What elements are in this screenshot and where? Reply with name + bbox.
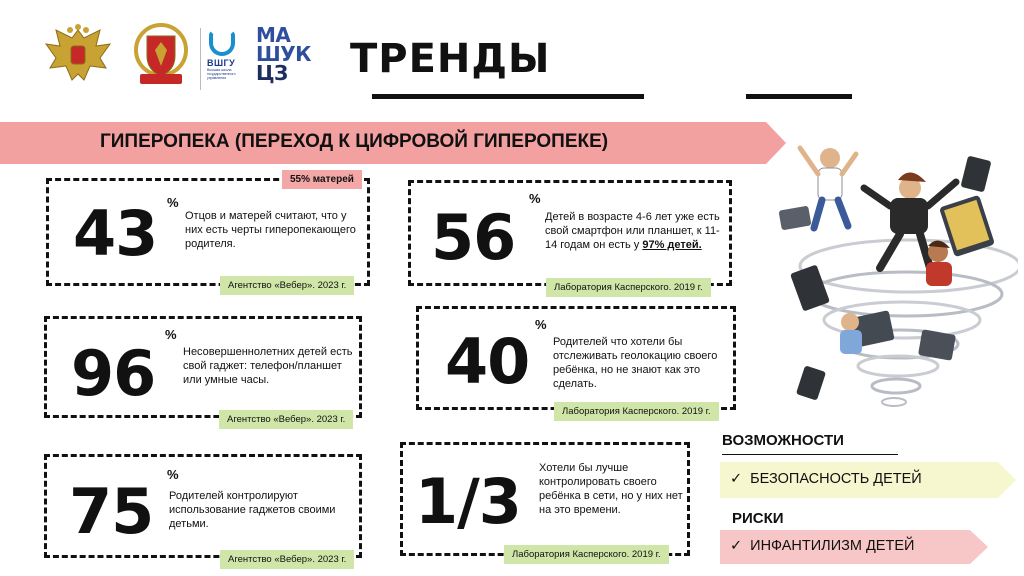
mashuk-line-3: ЦЗ	[256, 61, 288, 85]
stat-unit: %	[167, 195, 179, 210]
stat-value: 40	[445, 325, 530, 398]
stat-source: Лаборатория Касперского. 2019 г.	[554, 402, 719, 421]
stat-description: Отцов и матерей считают, что у них есть черты гиперопекающего родителя.	[185, 210, 356, 250]
mashuk-line-1: МА	[256, 23, 291, 47]
stat-description-emphasis: 97% детей.	[642, 239, 702, 251]
opportunities-rule	[722, 454, 898, 455]
stat-card-43	[46, 178, 370, 286]
stat-source: Агентство «Вебер». 2023 г.	[220, 550, 354, 569]
stat-value: 43	[73, 197, 158, 270]
stat-card-56	[408, 180, 732, 286]
ministry-eagle-logo	[40, 24, 116, 88]
stat-source: Агентство «Вебер». 2023 г.	[219, 410, 353, 429]
stat-description: Родителей что хотели бы отслеживать геолокацию своего ребёнка, но не знают как это сделать.	[553, 336, 718, 390]
title-underline-right	[746, 94, 852, 99]
stat-description: Хотели бы лучше контролировать своего ребёнка в сети, но у них нет на это времени.	[539, 462, 683, 516]
mashuk-line-2: ШУК	[256, 42, 311, 66]
check-icon: ✓	[730, 538, 743, 554]
stat-description-text: Детей в возрасте 4-6 лет уже есть свой смартфон или планшет, к 11-14 годам он есть у	[545, 211, 720, 251]
vshgu-abbr: ВШГУ	[207, 58, 236, 68]
opportunities-title: ВОЗМОЖНОСТИ	[722, 432, 844, 449]
stat-card-40	[416, 306, 736, 410]
title-underline-left	[372, 94, 644, 99]
stat-source: Агентство «Вебер». 2023 г.	[220, 276, 354, 295]
topic-banner	[0, 122, 786, 164]
stat-value: 75	[69, 475, 154, 548]
stat-unit: %	[165, 327, 177, 342]
page-title: ТРЕНДЫ	[350, 36, 551, 82]
stat-unit: %	[535, 317, 547, 332]
stat-badge: 55% матерей	[282, 170, 362, 189]
ranepa-shield-logo	[132, 22, 190, 88]
stat-source: Лаборатория Касперского. 2019 г.	[546, 278, 711, 297]
stat-unit: %	[529, 191, 541, 206]
stat-value: 56	[431, 201, 516, 274]
risk-item	[730, 538, 914, 554]
stat-card-96	[44, 316, 362, 418]
stat-description: Несовершеннолетних детей есть свой гаджет: телефон/планшет или умные часы.	[183, 346, 353, 386]
vshgu-mark-icon	[209, 30, 235, 56]
stat-description	[545, 210, 731, 252]
stat-description: Родителей контролируют использование гаджетов своими детьми.	[169, 490, 336, 530]
stat-value: 1/3	[415, 465, 521, 538]
banner-title: ГИПЕРОПЕКА (ПЕРЕХОД К ЦИФРОВОЙ ГИПЕРОПЕКЕ)	[100, 131, 609, 152]
risks-title: РИСКИ	[732, 510, 784, 527]
vshgu-logo	[200, 28, 246, 90]
stat-unit: %	[167, 467, 179, 482]
opportunity-item	[730, 471, 922, 487]
risk-chip	[720, 530, 988, 564]
opportunity-label: БЕЗОПАСНОСТЬ ДЕТЕЙ	[750, 471, 922, 487]
risk-label: ИНФАНТИЛИЗМ ДЕТЕЙ	[750, 538, 915, 554]
mashuk-logo	[256, 23, 326, 85]
stat-card-one-third	[400, 442, 690, 556]
stat-value: 96	[71, 337, 156, 410]
check-icon: ✓	[730, 471, 743, 487]
stat-source: Лаборатория Касперского. 2019 г.	[504, 545, 669, 564]
stat-card-75	[44, 454, 362, 558]
digital-tornado-illustration	[760, 118, 1018, 436]
vshgu-caption: Высшая школа государственного управления	[207, 68, 236, 80]
opportunity-chip	[720, 462, 1016, 498]
